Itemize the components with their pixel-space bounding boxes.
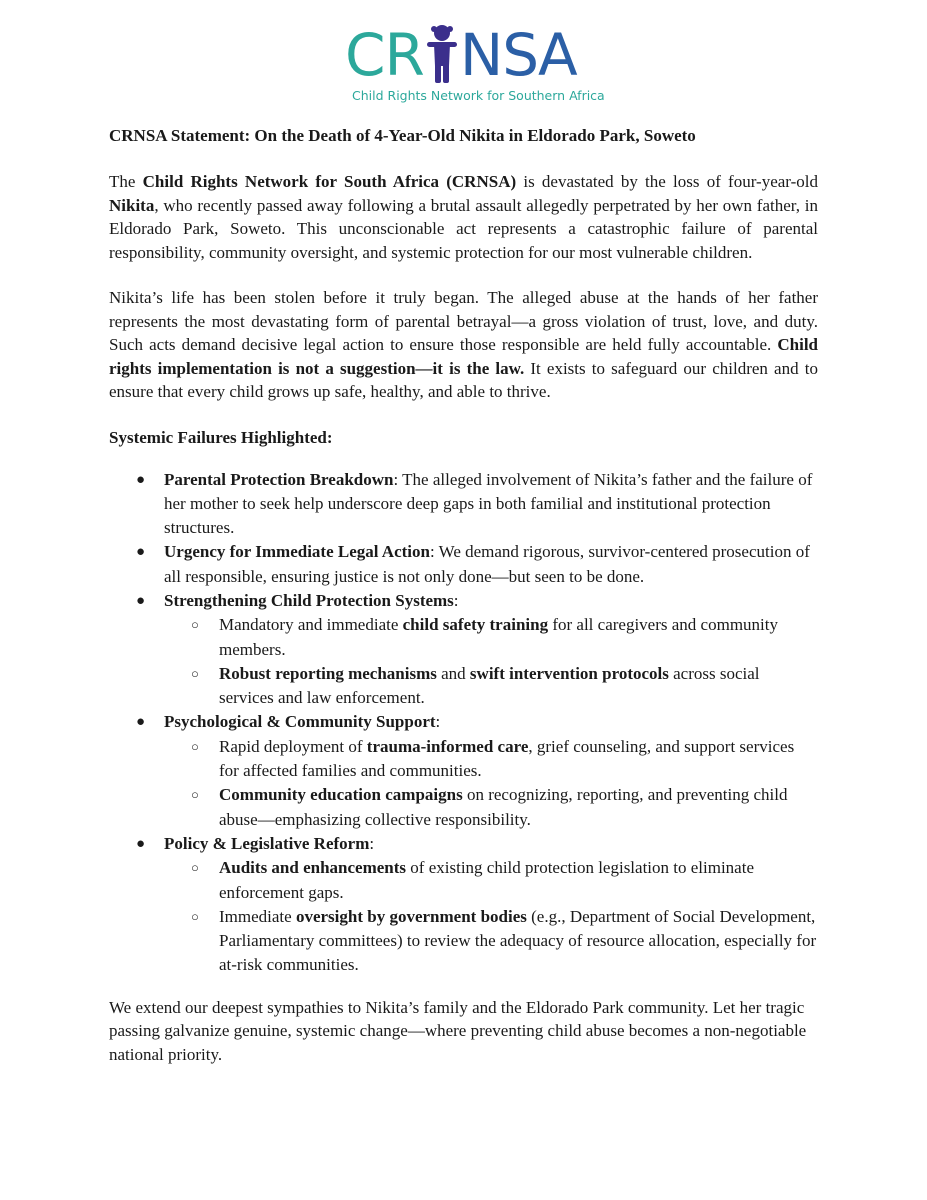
logo-letter-a: A: [538, 21, 577, 89]
bold-text: Psychological & Community Support: [164, 712, 436, 732]
sub-list: [164, 735, 818, 832]
bold-text: Community education campaigns: [219, 785, 463, 805]
bold-text: swift intervention protocols: [469, 663, 669, 683]
circle-bullet-icon: ○: [191, 908, 199, 924]
text: across social services and law enforcement.: [219, 663, 760, 708]
bullet-icon: ●: [136, 544, 146, 561]
bold-text: Child Rights Network for South Africa (CRNSA): [142, 172, 517, 191]
text: , grief counseling, and support services for affected families and communities.: [219, 736, 795, 781]
text: Rapid deployment of: [219, 736, 367, 756]
circle-bullet-icon: ○: [191, 860, 199, 876]
logo-letter-s: S: [502, 21, 539, 89]
statement-body: [109, 124, 818, 1088]
text: Immediate: [219, 906, 296, 926]
text: of existing child protection legislation to eliminate enforcement gaps.: [219, 858, 754, 902]
paragraph-betrayal: [109, 286, 818, 404]
text: is devastated by the loss of four-year-old: [516, 172, 818, 191]
bold-text: Urgency for Immediate Legal Action: [164, 542, 430, 562]
bullet-icon: ●: [136, 592, 146, 609]
bold-text: Audits and enhancements: [219, 858, 407, 878]
bold-text: oversight by government bodies: [295, 906, 527, 926]
closing-paragraph: We extend our deepest sympathies to Nikita’s family and the Eldorado Park community. Let her tragic passing galvanize genuine, systemic change—where preventing child abuse becomes a non-negotiable national priority.: [109, 997, 807, 1064]
text: , who recently passed away following a brutal assault allegedly perpetrated by her own father, in Eldorado Park, Soweto. This unconscionable act represents a catastrophic failure of parental responsibility, community oversight, and systemic protection for our most vulnerable children.: [109, 195, 818, 262]
list-item: [109, 589, 818, 710]
logo-wordmark: [345, 21, 615, 89]
section-heading: Systemic Failures Highlighted:: [109, 427, 333, 447]
bold-text: Strengthening Child Protection Systems: [164, 590, 454, 610]
text: and: [436, 663, 470, 683]
logo-letter-r: R: [384, 21, 424, 89]
bullet-icon: ●: [136, 835, 146, 852]
failures-list: [109, 468, 818, 978]
crnsa-logo: [345, 22, 615, 108]
sub-list-item: [164, 905, 818, 978]
bold-text: Robust reporting mechanisms: [219, 663, 437, 683]
logo-tagline: Child Rights Network for Southern Africa: [352, 88, 605, 103]
sub-list-item: [164, 783, 818, 832]
child-figure-icon: [425, 24, 459, 84]
text: for all caregivers and community members.: [219, 615, 778, 659]
sub-list-item: [164, 856, 818, 905]
logo-letter-c: C: [345, 21, 385, 89]
sub-list: [164, 856, 818, 977]
paragraph-intro: [109, 170, 818, 264]
sub-list-item: [164, 662, 818, 711]
text: Mandatory and immediate: [219, 615, 403, 635]
list-item: [109, 710, 818, 831]
circle-bullet-icon: ○: [191, 787, 199, 803]
bold-text: Nikita: [109, 195, 155, 215]
text: The: [109, 172, 143, 191]
sub-list-item: [164, 613, 818, 662]
bold-text: Parental Protection Breakdown: [164, 469, 394, 489]
text: :: [453, 590, 459, 610]
text: : We demand rigorous, survivor-centered prosecution of all responsible, ensuring justice is not only done—but seen to be done.: [164, 542, 810, 586]
bold-text: trauma-informed care: [366, 736, 529, 756]
bold-text: Child rights implementation is not a suggestion—it is the law.: [109, 335, 818, 378]
text: (e.g., Department of Social Development, Parliamentary committees) to review the adequacy of resource allocation, especially for at-risk communities.: [219, 906, 817, 975]
statement-title: CRNSA Statement: On the Death of 4-Year-Old Nikita in Eldorado Park, Soweto: [109, 126, 696, 145]
logo-letter-n: N: [459, 21, 503, 89]
text: :: [369, 833, 375, 853]
circle-bullet-icon: ○: [191, 665, 199, 681]
text: :: [435, 712, 441, 732]
text: : The alleged involvement of Nikita’s father and the failure of her mother to seek help underscore deep gaps in both familial and institutional protection structures.: [164, 469, 813, 538]
bold-text: child safety training: [402, 615, 549, 635]
text: Nikita’s life has been stolen before it truly began. The alleged abuse at the hands of her father represents the most devastating form of parental betrayal—a gross violation of trust, love, and duty. Such acts demand decisive legal action to ensure those responsible are held fully accountable.: [109, 288, 818, 354]
circle-bullet-icon: ○: [191, 738, 199, 754]
bullet-icon: ●: [136, 714, 146, 731]
list-item: [109, 540, 818, 589]
circle-bullet-icon: ○: [191, 617, 199, 633]
bullet-icon: ●: [136, 471, 146, 488]
bold-text: Policy & Legislative Reform: [164, 833, 370, 853]
list-item: [109, 468, 818, 541]
sub-list-item: [164, 735, 818, 784]
sub-list: [164, 613, 818, 710]
text: It exists to safeguard our children and to ensure that every child grows up safe, healthy, and able to thrive.: [109, 358, 818, 401]
list-item: [109, 832, 818, 978]
text: on recognizing, reporting, and preventing child abuse—emphasizing collective responsibility.: [219, 785, 788, 829]
